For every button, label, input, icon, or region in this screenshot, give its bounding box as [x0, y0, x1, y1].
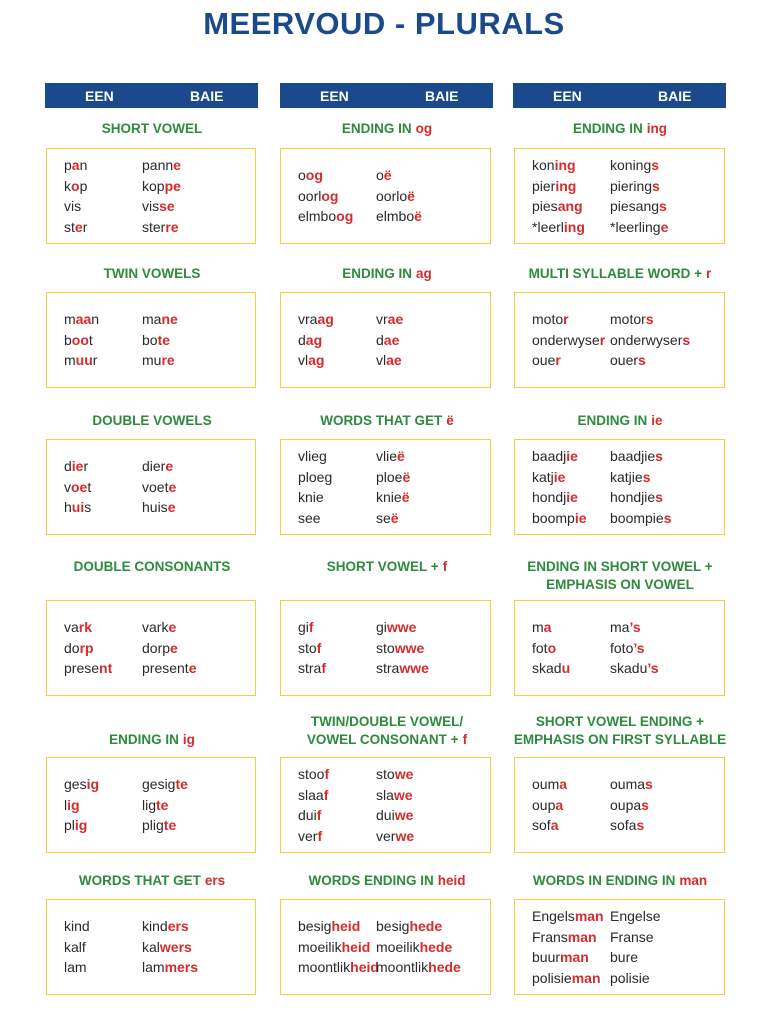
section-title-text: DOUBLE VOWELS	[92, 413, 212, 428]
singular-word: verf	[298, 827, 323, 844]
word-pair-row	[515, 906, 724, 927]
plural-word: huise	[142, 499, 176, 516]
section-title-suffix: heid	[437, 873, 466, 888]
singular-word: foto	[532, 639, 557, 656]
section-title-text: WORDS ENDING IN	[308, 873, 434, 888]
word-pair-row	[47, 330, 255, 351]
word-pair-row	[281, 957, 490, 978]
word-pair-row	[47, 477, 255, 498]
singular-word: duif	[298, 807, 322, 823]
singular-word: gif	[298, 619, 314, 636]
section-title-suffix: r	[706, 266, 712, 281]
word-pair-row	[47, 497, 255, 518]
singular-word: pan	[64, 157, 88, 173]
singular-word: katjie	[532, 468, 566, 485]
singular-word: straf	[298, 660, 327, 677]
plural-word: dorpe	[142, 639, 178, 656]
singular-word: ouma	[532, 776, 568, 793]
plural-word: verwe	[376, 827, 415, 844]
section-title	[32, 120, 272, 138]
word-pair-row	[515, 508, 724, 529]
plural-word: pierings	[610, 177, 660, 194]
word-pair-row	[515, 155, 724, 176]
word-box	[280, 439, 491, 535]
plural-word: lammers	[142, 959, 199, 976]
singular-word: oorlog	[298, 187, 339, 204]
section-title	[500, 872, 740, 890]
plural-word: hondjies	[610, 489, 663, 505]
word-box	[46, 148, 256, 244]
plural-word: oupas	[610, 796, 649, 813]
singular-word: see	[298, 509, 321, 526]
singular-word: ma	[532, 619, 552, 636]
singular-word: present	[64, 660, 113, 677]
section-title	[500, 558, 740, 594]
word-pair-row	[515, 927, 724, 948]
word-pair-row	[281, 467, 490, 488]
section-title-text: SHORT VOWEL +	[326, 559, 439, 574]
plural-word: gesigte	[142, 776, 188, 793]
plural-word: mure	[142, 352, 175, 369]
singular-word: dag	[298, 331, 323, 348]
word-pair-row	[47, 795, 255, 816]
plural-word: slawe	[376, 786, 413, 803]
singular-word: maan	[64, 311, 100, 328]
page-title: MEERVOUD - PLURALS	[203, 6, 565, 41]
word-pair-row	[281, 487, 490, 508]
word-box	[280, 292, 491, 388]
singular-word: baadjie	[532, 448, 578, 464]
word-box	[46, 600, 256, 696]
singular-word: boot	[64, 331, 93, 348]
word-pair-row	[515, 217, 724, 238]
word-pair-row	[515, 815, 724, 836]
plural-word: voete	[142, 478, 177, 495]
plural-word: vrae	[376, 311, 404, 328]
word-box	[514, 439, 725, 535]
word-box	[514, 292, 725, 388]
plural-word: strawwe	[376, 660, 429, 677]
singular-word: muur	[64, 352, 98, 369]
singular-word: *leerling	[532, 218, 585, 235]
plural-word: oumas	[610, 776, 653, 793]
word-box	[280, 757, 491, 853]
plural-word: visse	[142, 198, 175, 214]
plural-word: konings	[610, 157, 660, 173]
plural-word: duiwe	[376, 807, 414, 823]
section-title	[267, 713, 507, 749]
singular-word: dorp	[64, 639, 94, 656]
plural-word: koppe	[142, 177, 181, 194]
singular-word: huis	[64, 499, 92, 516]
section-title	[500, 265, 740, 283]
plural-word: stowwe	[376, 639, 425, 656]
singular-word: buurman	[532, 949, 589, 965]
singular-word: knie	[298, 489, 324, 505]
plural-word: ploeë	[376, 468, 411, 485]
section-title	[267, 412, 507, 430]
plural-word: boompies	[610, 509, 672, 526]
singular-word: kind	[64, 918, 90, 935]
word-pair-row	[47, 196, 255, 217]
singular-word: moontlikheid	[298, 959, 379, 976]
word-pair-row	[281, 186, 490, 207]
section-title	[500, 412, 740, 430]
section-title-text: ENDING IN	[341, 121, 412, 136]
word-pair-row	[281, 508, 490, 529]
singular-word: dier	[64, 458, 89, 475]
singular-word: oupa	[532, 796, 564, 813]
singular-word: polisieman	[532, 969, 601, 986]
word-pair-row	[515, 617, 724, 638]
word-pair-row	[47, 916, 255, 937]
header-baie: BAIE	[190, 88, 224, 104]
word-pair-row	[281, 330, 490, 351]
plural-word: moeilikhede	[376, 938, 453, 955]
singular-word: gesig	[64, 776, 100, 793]
section-title-suffix: man	[679, 873, 708, 888]
plural-word: baadjies	[610, 448, 663, 464]
plural-word: foto’s	[610, 639, 645, 656]
plural-word: bure	[610, 949, 639, 965]
word-pair-row	[515, 774, 724, 795]
section-title	[32, 872, 272, 890]
plural-word: ma’s	[610, 619, 641, 636]
plural-word: onderwysers	[610, 331, 691, 348]
word-box	[280, 899, 491, 995]
plural-word: sterre	[142, 218, 179, 235]
plural-word: moontlikhede	[376, 959, 461, 976]
word-box	[46, 439, 256, 535]
section-title	[267, 120, 507, 138]
singular-word: oog	[298, 167, 323, 184]
header-een: EEN	[85, 88, 114, 104]
word-pair-row	[515, 638, 724, 659]
plural-word: sofas	[610, 817, 645, 834]
singular-word: vraag	[298, 311, 334, 328]
word-pair-row	[47, 350, 255, 371]
plural-word: stowe	[376, 766, 414, 782]
plural-word: diere	[142, 458, 174, 475]
singular-word: ploeg	[298, 468, 333, 485]
singular-word: stof	[298, 639, 322, 656]
word-pair-row	[281, 764, 490, 785]
word-box	[514, 148, 725, 244]
section-title-text: TWIN/DOUBLE VOWEL/	[310, 714, 464, 729]
section-title	[32, 412, 272, 430]
plural-word: dae	[376, 331, 400, 348]
singular-word: moeilikheid	[298, 938, 371, 955]
word-pair-row	[515, 350, 724, 371]
header-een: EEN	[320, 88, 349, 104]
section-title-line2: EMPHASIS ON FIRST SYLLABLE	[513, 732, 727, 747]
word-pair-row	[281, 206, 490, 227]
header-baie: BAIE	[658, 88, 692, 104]
section-title	[267, 872, 507, 890]
plural-word: katjies	[610, 468, 651, 485]
word-box	[514, 757, 725, 853]
plural-word: Engelse	[610, 908, 661, 924]
singular-word: piesang	[532, 198, 583, 214]
singular-word: ster	[64, 218, 88, 235]
singular-word: boompie	[532, 509, 587, 526]
section-title	[32, 731, 272, 749]
section-title	[267, 265, 507, 283]
section-title-suffix: f	[462, 732, 468, 747]
section-title-text: WORDS THAT GET	[78, 873, 201, 888]
section-title-text: TWIN VOWELS	[103, 266, 201, 281]
word-box	[46, 757, 256, 853]
plural-word: polisie	[610, 969, 650, 986]
section-title-suffix: ag	[416, 266, 432, 281]
word-box	[514, 600, 725, 696]
plural-word: ligte	[142, 796, 169, 813]
plural-word: motors	[610, 311, 654, 328]
singular-word: motor	[532, 311, 569, 328]
singular-word: vark	[64, 619, 93, 636]
section-title-text: WORDS IN ENDING IN	[532, 873, 676, 888]
word-pair-row	[515, 658, 724, 679]
section-title-text: ENDING IN	[577, 413, 648, 428]
word-pair-row	[281, 638, 490, 659]
section-title	[32, 265, 272, 283]
word-pair-row	[515, 968, 724, 989]
word-pair-row	[47, 774, 255, 795]
singular-word: kop	[64, 177, 88, 194]
word-pair-row	[47, 638, 255, 659]
word-pair-row	[515, 467, 724, 488]
singular-word: vlag	[298, 352, 325, 369]
word-pair-row	[47, 815, 255, 836]
plural-word: seë	[376, 509, 399, 526]
word-pair-row	[281, 350, 490, 371]
singular-word: ouer	[532, 352, 561, 369]
section-title	[500, 713, 740, 749]
section-title-text: ENDING IN	[572, 121, 643, 136]
word-pair-row	[47, 155, 255, 176]
singular-word: lam	[64, 959, 87, 976]
word-pair-row	[281, 937, 490, 958]
plural-word: knieë	[376, 489, 410, 505]
word-pair-row	[47, 217, 255, 238]
section-title-text: MULTI SYLLABLE WORD +	[528, 266, 703, 281]
section-title-suffix: ing	[646, 121, 667, 136]
word-pair-row	[47, 309, 255, 330]
section-title-text: SHORT VOWEL ENDING +	[535, 714, 705, 729]
plural-word: vlieë	[376, 448, 405, 464]
word-pair-row	[281, 805, 490, 826]
section-title-suffix: ie	[651, 413, 663, 428]
plural-word: kinders	[142, 918, 189, 935]
singular-word: besigheid	[298, 918, 361, 935]
word-pair-row	[47, 617, 255, 638]
word-pair-row	[281, 446, 490, 467]
word-box	[46, 899, 256, 995]
singular-word: hondjie	[532, 489, 578, 505]
header-baie: BAIE	[425, 88, 459, 104]
word-pair-row	[515, 330, 724, 351]
singular-word: Engelsman	[532, 908, 604, 924]
plural-word: mane	[142, 311, 178, 328]
singular-word: skadu	[532, 660, 571, 677]
section-title-text: WORDS THAT GET	[320, 413, 443, 428]
singular-word: onderwyser	[532, 331, 606, 348]
singular-word: vis	[64, 198, 82, 214]
section-title-line2: VOWEL CONSONANT +	[306, 732, 459, 747]
section-title-text: SHORT VOWEL	[101, 121, 203, 136]
singular-word: vlieg	[298, 448, 327, 464]
singular-word: koning	[532, 157, 576, 173]
word-pair-row	[281, 617, 490, 638]
plural-word: giwwe	[376, 619, 417, 636]
section-title-suffix: ë	[446, 413, 454, 428]
word-pair-row	[515, 196, 724, 217]
column-header	[513, 83, 726, 108]
singular-word: stoof	[298, 766, 330, 782]
plural-word: besighede	[376, 918, 443, 935]
plural-word: piesangs	[610, 198, 667, 214]
word-pair-row	[515, 309, 724, 330]
plural-word: pligte	[142, 817, 177, 834]
plural-word: oorloë	[376, 187, 415, 204]
section-title-text: ENDING IN	[342, 266, 412, 281]
word-pair-row	[515, 176, 724, 197]
section-title-suffix: og	[415, 121, 433, 136]
word-box	[46, 292, 256, 388]
word-pair-row	[515, 795, 724, 816]
column-header	[45, 83, 258, 108]
word-box	[514, 899, 725, 995]
plural-word: *leerlinge	[610, 218, 669, 235]
plural-word: Franse	[610, 928, 654, 945]
singular-word: piering	[532, 177, 577, 194]
section-title-suffix: ig	[182, 732, 195, 747]
word-box	[280, 600, 491, 696]
singular-word: elmboog	[298, 208, 354, 225]
section-title	[32, 558, 272, 576]
singular-word: lig	[64, 796, 80, 813]
word-pair-row	[281, 165, 490, 186]
word-pair-row	[281, 658, 490, 679]
word-pair-row	[47, 957, 255, 978]
singular-word: sofa	[532, 817, 559, 834]
word-box	[280, 148, 491, 244]
section-title-suffix: ers	[204, 873, 226, 888]
plural-word: oë	[376, 167, 392, 184]
word-pair-row	[515, 487, 724, 508]
section-title-line2: EMPHASIS ON VOWEL	[546, 577, 694, 592]
singular-word: plig	[64, 817, 88, 834]
plural-word: varke	[142, 619, 177, 636]
singular-word: voet	[64, 478, 92, 495]
plural-word: elmboë	[376, 208, 422, 225]
word-pair-row	[47, 176, 255, 197]
singular-word: slaaf	[298, 786, 329, 803]
plural-word: kalwers	[142, 938, 192, 955]
word-pair-row	[281, 916, 490, 937]
section-title-text: ENDING IN SHORT VOWEL +	[527, 559, 713, 574]
section-title-text: DOUBLE CONSONANTS	[73, 559, 231, 574]
word-pair-row	[281, 785, 490, 806]
plural-word: panne	[142, 157, 181, 173]
word-pair-row	[47, 658, 255, 679]
singular-word: kalf	[64, 938, 86, 955]
plural-word: ouers	[610, 352, 646, 369]
word-pair-row	[47, 456, 255, 477]
section-title	[500, 120, 740, 138]
word-pair-row	[47, 937, 255, 958]
word-pair-row	[515, 446, 724, 467]
word-pair-row	[515, 947, 724, 968]
word-pair-row	[281, 309, 490, 330]
section-title-suffix: f	[442, 559, 448, 574]
header-een: EEN	[553, 88, 582, 104]
section-title-text: ENDING IN	[109, 732, 179, 747]
plural-word: presente	[142, 660, 197, 677]
plural-word: bote	[142, 331, 171, 348]
plural-word: skadu’s	[610, 660, 659, 677]
plural-word: vlae	[376, 352, 402, 369]
column-header	[280, 83, 493, 108]
word-pair-row	[281, 826, 490, 847]
singular-word: Fransman	[532, 928, 597, 945]
section-title	[267, 558, 507, 576]
